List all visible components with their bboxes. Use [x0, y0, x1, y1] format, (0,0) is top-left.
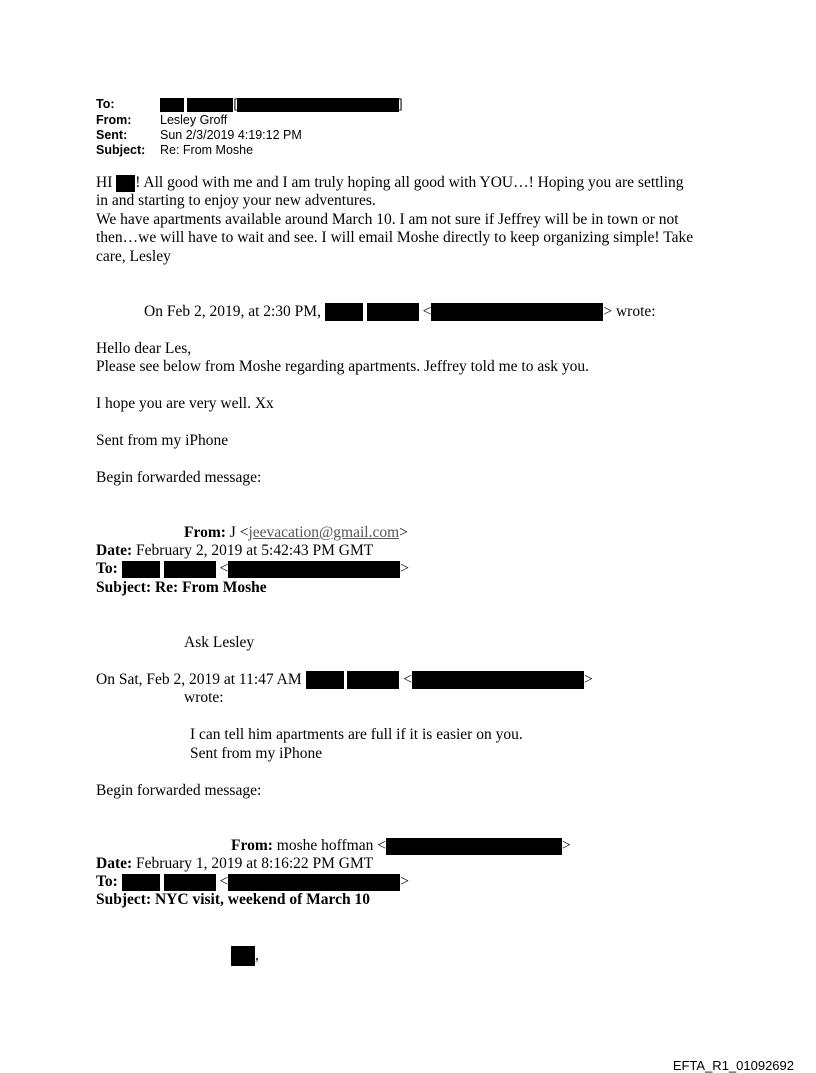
quote2-wrote: wrote:	[184, 689, 224, 706]
fwd1-date-row	[96, 542, 373, 560]
quote2-body-2: Sent from my iPhone	[190, 745, 323, 762]
quote1-intro: On Feb 2, 2019, at 2:30 PM,	[144, 303, 321, 320]
fwd2-date-row	[96, 855, 373, 873]
redaction-box	[164, 874, 216, 891]
redaction-box	[325, 303, 363, 321]
fwd2-from-label: From:	[231, 837, 273, 854]
fwd1-subject-label: Subject:	[96, 579, 152, 596]
redaction-box	[412, 671, 584, 689]
fwd1-subject-row	[96, 579, 267, 597]
fwd2-subject-value: NYC visit, weekend of March 10	[154, 891, 370, 908]
redaction-box	[347, 671, 399, 689]
to-label: To:	[96, 97, 115, 111]
redaction-box	[237, 98, 399, 112]
sent-value: Sun 2/3/2019 4:19:12 PM	[160, 128, 302, 142]
fwd1-from-name: J <	[229, 524, 249, 541]
redaction-box	[228, 561, 400, 578]
fwd1-to-gt: >	[400, 560, 409, 577]
fwd1-date-value: February 2, 2019 at 5:42:43 PM GMT	[136, 542, 374, 559]
subject-value: Re: From Moshe	[160, 143, 254, 157]
fwd2-to-label: To:	[96, 873, 118, 890]
fwd1-date-label: Date:	[96, 542, 133, 559]
quote1-lt: <	[422, 303, 432, 320]
fwd2-subject-row	[96, 891, 370, 909]
quote1-body-1: Hello dear Les,	[96, 340, 192, 357]
quote1-body-2: Please see below from Moshe regarding apartments. Jeffrey told me to ask you.	[96, 358, 589, 375]
fwd2-from-row	[231, 837, 571, 855]
fwd2-from-name: moshe hoffman <	[276, 837, 386, 854]
fwd1-to-label: To:	[96, 560, 118, 577]
bracket-close: ]	[398, 97, 403, 111]
fwd2-date-label: Date:	[96, 855, 133, 872]
fwd1-from-row	[184, 524, 408, 542]
quote1-attribution	[144, 303, 656, 321]
fwd2-subject-label: Subject:	[96, 891, 152, 908]
header-subject-row	[96, 142, 253, 158]
fwd2-from-gt: >	[561, 837, 571, 854]
document-id-footer: EFTA_R1_01092692	[672, 1058, 794, 1073]
reply-greeting: HI	[96, 174, 113, 191]
reply-line-3: We have apartments available around March 10. I am not sure if Jeffrey will be in town or not	[96, 211, 679, 228]
redaction-box	[231, 946, 255, 966]
redaction-box	[116, 175, 135, 192]
redaction-box	[367, 303, 419, 321]
redaction-box	[306, 671, 344, 689]
header-sent-row	[96, 127, 302, 143]
quote1-wrote: > wrote:	[603, 303, 656, 320]
quote1-body-5: Begin forwarded message:	[96, 469, 262, 486]
quote2-attribution	[96, 671, 593, 689]
redaction-box	[228, 874, 400, 891]
redaction-box	[122, 561, 160, 578]
quote1-body-3: I hope you are very well. Xx	[96, 395, 274, 412]
redaction-box	[122, 874, 160, 891]
quote2-intro: On Sat, Feb 2, 2019 at 11:47 AM	[96, 671, 302, 688]
redaction-box	[187, 98, 233, 112]
reply-line-4: then…we will have to wait and see. I will email Moshe directly to keep organizing simple! Take	[96, 229, 694, 246]
fwd1-body: Ask Lesley	[184, 634, 255, 651]
redaction-box	[386, 838, 562, 855]
fwd2-salutation	[231, 946, 259, 966]
reply-line-1-text: ! All good with me and I am truly hoping all good with YOU…! Hoping you are settling	[135, 174, 684, 191]
header-to-row	[96, 96, 402, 112]
fwd2-to-row	[96, 873, 409, 891]
from-label: From:	[96, 113, 132, 127]
header-from-row	[96, 112, 227, 128]
subject-label: Subject:	[96, 143, 146, 157]
redaction-box	[431, 303, 603, 321]
fwd1-from-close: >	[399, 524, 408, 541]
from-value: Lesley Groff	[160, 113, 228, 127]
fwd1-from-email-link[interactable]: jeevacation@gmail.com	[248, 524, 400, 541]
quote2-body-1: I can tell him apartments are full if it is easier on you.	[190, 726, 523, 743]
bracket-open: [	[233, 97, 237, 111]
fwd1-from-label: From:	[184, 524, 226, 541]
quote2-lt: <	[403, 671, 413, 688]
fwd1-to-lt: <	[219, 560, 229, 577]
fwd2-to-gt: >	[400, 873, 409, 890]
sent-label: Sent:	[96, 128, 128, 142]
redaction-box	[164, 561, 216, 578]
reply-line-1	[96, 174, 684, 192]
fwd1-to-row	[96, 560, 409, 578]
fwd2-date-value: February 1, 2019 at 8:16:22 PM GMT	[136, 855, 374, 872]
fwd1-subject-value: Re: From Moshe	[154, 579, 267, 596]
fwd2-salutation-comma: ,	[255, 946, 259, 964]
redaction-box	[160, 98, 184, 112]
reply-line-2: in and starting to enjoy your new adventures.	[96, 192, 376, 209]
reply-line-5: care, Lesley	[96, 248, 171, 265]
fwd2-to-lt: <	[219, 873, 229, 890]
quote2-gt: >	[584, 671, 593, 688]
quote2-body-3: Begin forwarded message:	[96, 782, 262, 799]
quote1-body-4: Sent from my iPhone	[96, 432, 229, 449]
